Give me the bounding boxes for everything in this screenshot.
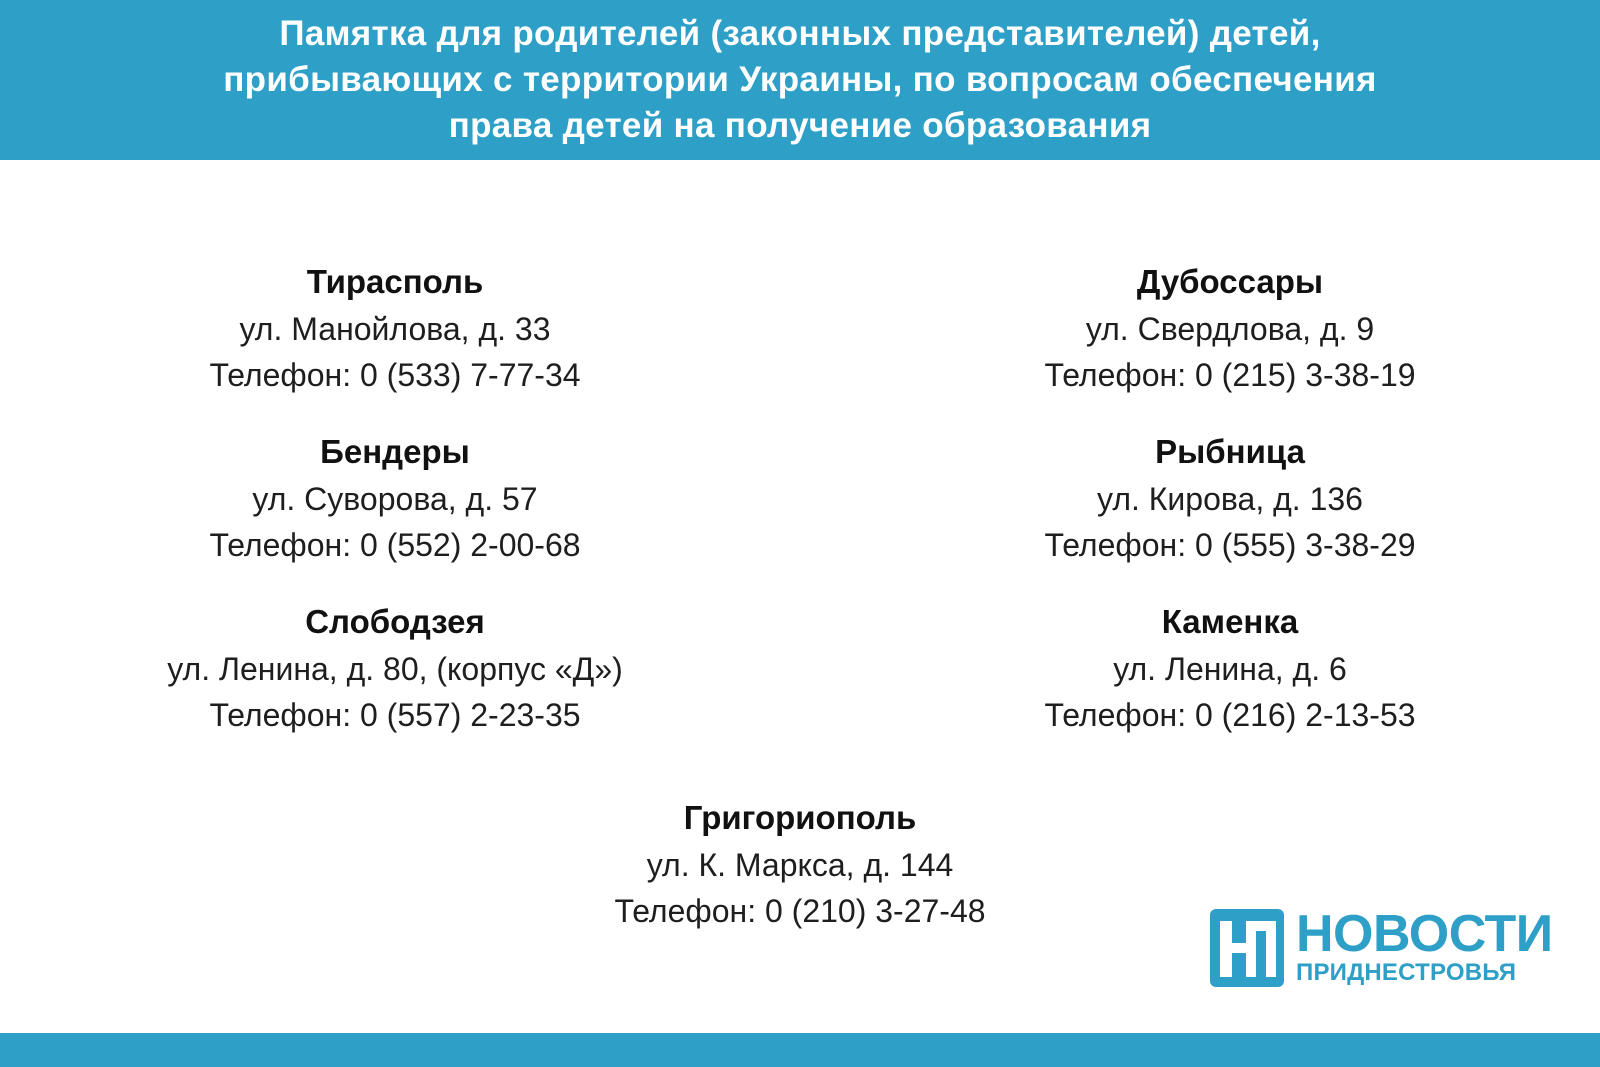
office-city: Тирасполь <box>306 263 484 300</box>
office-city: Бендеры <box>320 433 470 470</box>
office-address: ул. Кирова, д. 136 <box>1097 481 1363 517</box>
page-header <box>0 0 1600 160</box>
logo-word-novosti: НОВОСТИ <box>1296 905 1553 963</box>
office-city: Слободзея <box>305 603 485 640</box>
office-phone: Телефон: 0 (552) 2-00-68 <box>209 527 581 563</box>
office-tiraspol <box>95 262 695 398</box>
logo-mark-icon <box>1210 909 1284 987</box>
office-phone: Телефон: 0 (216) 2-13-53 <box>1044 697 1416 733</box>
office-phone: Телефон: 0 (557) 2-23-35 <box>209 697 581 733</box>
office-address: ул. Свердлова, д. 9 <box>1085 311 1375 347</box>
header-title-line-1: Памятка для родителей (законных представителей) детей, <box>279 14 1321 53</box>
office-phone: Телефон: 0 (215) 3-38-19 <box>1044 357 1416 393</box>
office-address: ул. К. Маркса, д. 144 <box>646 847 954 883</box>
office-address: ул. Ленина, д. 80, (корпус «Д») <box>167 651 623 687</box>
office-address: ул. Манойлова, д. 33 <box>239 311 551 347</box>
office-grigoriopol <box>500 798 1100 934</box>
office-city: Каменка <box>1161 603 1299 640</box>
office-kamenka <box>930 602 1530 738</box>
office-address: ул. Суворова, д. 57 <box>252 481 538 517</box>
footer-bar <box>0 1033 1600 1067</box>
office-rybnitsa <box>930 432 1530 568</box>
novosti-pridnestrovya-logo <box>1210 907 1553 989</box>
office-city: Дубоссары <box>1136 263 1324 300</box>
office-city: Григориополь <box>683 799 917 836</box>
office-slobodzeya <box>95 602 695 738</box>
header-title-line-3: права детей на получение образования <box>448 106 1152 145</box>
header-title-line-2: прибывающих с территории Украины, по вопросам обеспечения <box>223 60 1377 99</box>
office-phone: Телефон: 0 (555) 3-38-29 <box>1044 527 1416 563</box>
office-dubossary <box>930 262 1530 398</box>
office-phone: Телефон: 0 (533) 7-77-34 <box>209 357 581 393</box>
logo-word-pridnestrovya: ПРИДНЕСТРОВЬЯ <box>1296 959 1517 986</box>
office-address: ул. Ленина, д. 6 <box>1113 651 1347 687</box>
office-city: Рыбница <box>1155 433 1305 470</box>
office-phone: Телефон: 0 (210) 3-27-48 <box>614 893 986 929</box>
office-bendery <box>95 432 695 568</box>
